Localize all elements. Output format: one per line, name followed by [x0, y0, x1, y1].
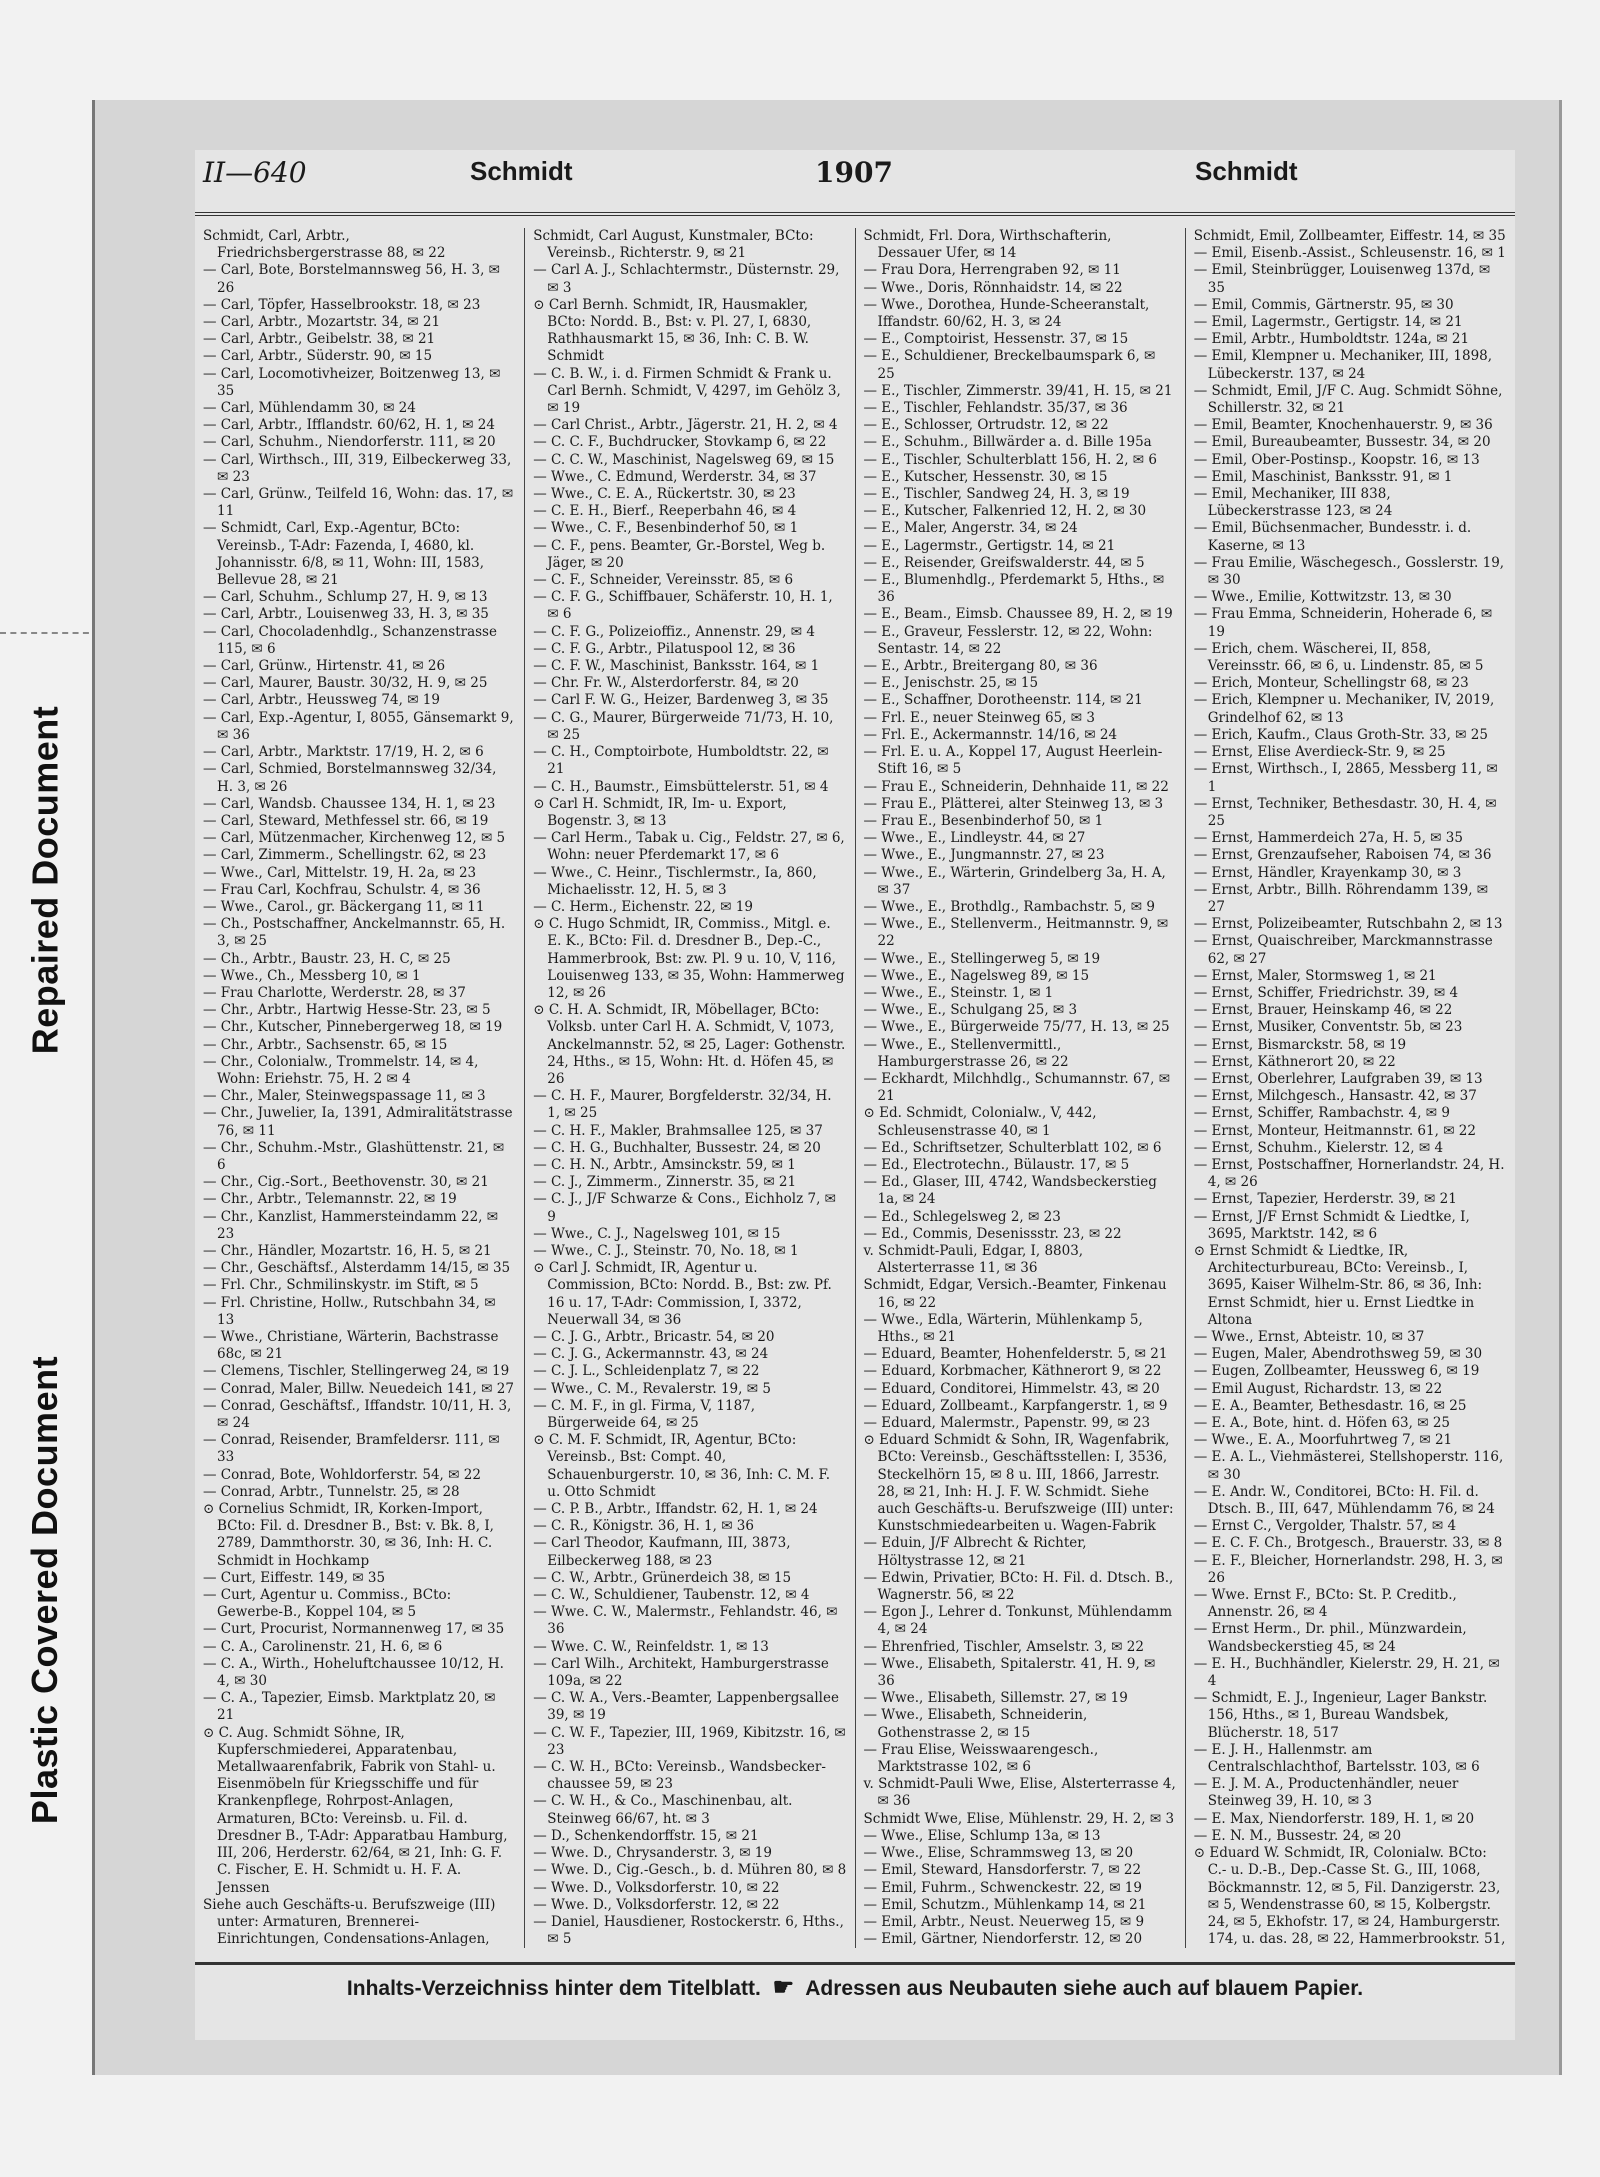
directory-entry: — Ed., Electrotechn., Bülaustr. 17, ✉ 5 [863, 1156, 1130, 1173]
repaired-document-label [10, 600, 80, 1160]
directory-entry: — Carl, Arbtr., Marktstr. 17/19, H. 2, ✉ 6 [203, 744, 484, 761]
directory-entry: — C. W. H., BCto: Vereinsb., Wandsbecker-chaussee 59, ✉ 23 [533, 1759, 826, 1793]
directory-column-1 [195, 228, 525, 1948]
directory-entry: — Curt, Agentur u. Commiss., BCto: Gewerbe-B., Koppel 104, ✉ 5 [203, 1587, 452, 1621]
directory-entry: — Carl, Schmied, Borstelmannsweg 32/34, H. 3, ✉ 26 [203, 761, 497, 795]
directory-entry: — Frau Dora, Herrengraben 92, ✉ 11 [863, 262, 1121, 279]
directory-entry: — C. P. B., Arbtr., Iffandstr. 62, H. 1, ✉ 24 [533, 1501, 818, 1518]
directory-entry: — C. E. H., Bierf., Reeperbahn 46, ✉ 4 [533, 503, 797, 520]
directory-entry: — Carl, Zimmerm., Schellingstr. 62, ✉ 23 [203, 847, 487, 864]
directory-entry: — Carl, Arbtr., Geibelstr. 38, ✉ 21 [203, 331, 436, 348]
directory-entry: — Ernst, Techniker, Bethesdastr. 30, H. 4, ✉ 25 [1193, 795, 1497, 829]
directory-entry: — Emil, Maschinist, Banksstr. 91, ✉ 1 [1193, 468, 1453, 485]
directory-entry: — Carl Christ., Arbtr., Jägerstr. 21, H. 2, ✉ 4 [533, 417, 838, 434]
directory-entry: — Carl, Arbtr., Mozartstr. 34, ✉ 21 [203, 314, 441, 331]
directory-entry: — Ch., Arbtr., Baustr. 23, H. C, ✉ 25 [203, 950, 451, 967]
directory-entry: — Erich, Klempner u. Mechaniker, IV, 2019, Grindelhof 62, ✉ 13 [1193, 692, 1495, 726]
directory-entry: — Chr., Geschäftsf., Alsterdamm 14/15, ✉ 35 [203, 1260, 511, 1277]
directory-entry: ⊙ Carl H. Schmidt, IR, Im- u. Export, Bogenstr. 3, ✉ 13 [533, 795, 787, 829]
directory-entry: — Emil, Bureaubeamter, Bussestr. 34, ✉ 20 [1193, 434, 1491, 451]
directory-entry: — Ernst, Händler, Krayenkamp 30, ✉ 3 [1193, 864, 1462, 881]
directory-entry: — C. J., J/F Schwarze & Cons., Eichholz 7, ✉ 9 [533, 1191, 836, 1225]
directory-entry: — Chr., Maler, Steinwegspassage 11, ✉ 3 [203, 1088, 486, 1105]
directory-entry: ⊙ Ed. Schmidt, Colonialw., V, 442, Schleusenstrasse 40, ✉ 1 [863, 1105, 1097, 1139]
directory-entry: — Conrad, Arbtr., Tunnelstr. 25, ✉ 28 [203, 1483, 460, 1500]
directory-entry: — Wwe., E., Bürgerweide 75/77, H. 13, ✉ 25 [863, 1019, 1170, 1036]
directory-entry: — Ernst C., Vergolder, Thalstr. 57, ✉ 4 [1193, 1518, 1457, 1535]
directory-entry: — Frl. E. u. A., Koppel 17, August Heerlein-Stift 16, ✉ 5 [863, 744, 1163, 778]
directory-entry: — Ernst, Wirthsch., I, 2865, Messberg 11, ✉ 1 [1193, 761, 1498, 795]
directory-entry: — Emil, Eisenb.-Assist., Schleusenstr. 16, ✉ 1 [1193, 245, 1506, 262]
directory-entry: — Carl, Grünw., Teilfeld 16, Wohn: das. 17, ✉ 11 [203, 486, 514, 520]
directory-entry: — Wwe. Ernst F., BCto: St. P. Creditb., Annenstr. 26, ✉ 4 [1193, 1587, 1457, 1621]
directory-entry: — Egon J., Lehrer d. Tonkunst, Mühlendamm 4, ✉ 24 [863, 1604, 1172, 1638]
directory-entry: — Ernst, Grenzaufseher, Raboisen 74, ✉ 36 [1193, 847, 1492, 864]
directory-entry: — Wwe., C. J., Nagelsweg 101, ✉ 15 [533, 1225, 781, 1242]
directory-entry: — Carl Wilh., Architekt, Hamburgerstrasse 109a, ✉ 22 [533, 1655, 829, 1690]
directory-entry: — Wwe., Christiane, Wärterin, Bachstrasse 68c, ✉ 21 [203, 1329, 499, 1363]
directory-entry: — E. C. F. Ch., Brotgesch., Brauerstr. 33, ✉ 8 [1193, 1535, 1503, 1552]
directory-entry: — Wwe. D., Volksdorferstr. 10, ✉ 22 [533, 1879, 780, 1896]
directory-entry: — Wwe., E., Schulgang 25, ✉ 3 [863, 1002, 1078, 1019]
directory-entry: — Wwe., Elise, Schlump 13a, ✉ 13 [863, 1827, 1101, 1844]
directory-entry: — Wwe., E. A., Moorfuhrtweg 7, ✉ 21 [1193, 1432, 1453, 1449]
directory-entry: — Wwe., E., Stellenvermittl., Hamburgerstrasse 26, ✉ 22 [863, 1036, 1069, 1070]
directory-entry: ⊙ C. Hugo Schmidt, IR, Commiss., Mitgl. e. E. K., BCto: Fil. d. Dresdner B., Dep.-C., Hammerbrook, Bst: zw. Pl. 9 u. 10, V, 116, Louisenweg 133, ✉ 35, Wohn: Hammerweg 12, ✉ 26 [533, 916, 845, 1001]
directory-entry: — E. J. H., Hallenmstr. am Centralschlachthof, Bartelsstr. 103, ✉ 6 [1193, 1741, 1480, 1776]
directory-entry: — Carl Theodor, Kaufmann, III, 3873, Eilbeckerweg 188, ✉ 23 [533, 1535, 791, 1569]
directory-entry: — Eduard, Zollbeamt., Karpfangerstr. 1, ✉ 9 [863, 1397, 1168, 1414]
directory-entry: — Conrad, Maler, Billw. Neuedeich 141, ✉ 27 [203, 1380, 514, 1397]
directory-entry: — Wwe., Elisabeth, Schneiderin, Gothenstrasse 2, ✉ 15 [863, 1707, 1088, 1741]
directory-entry: — E. F., Bleicher, Hornerlandstr. 298, H. 3, ✉ 26 [1193, 1552, 1503, 1586]
directory-entry: — Ernst, Brauer, Heinskamp 46, ✉ 22 [1193, 1002, 1453, 1019]
directory-entry: — Emil, Klempner u. Mechaniker, III, 1898, Lübeckerstr. 137, ✉ 24 [1193, 348, 1493, 382]
directory-entry: — E., Tischler, Sandweg 24, H. 3, ✉ 19 [863, 486, 1130, 503]
directory-entry: — Eugen, Maler, Abendrothsweg 59, ✉ 30 [1193, 1346, 1483, 1363]
page-footer [195, 1962, 1515, 2013]
directory-entry: — E., Blumenhdlg., Pferdemarkt 5, Hths., ✉ 36 [863, 572, 1165, 606]
directory-entry: — E., Tischler, Zimmerstr. 39/41, H. 15, ✉ 21 [863, 382, 1173, 399]
directory-entry: — E. A., Beamter, Bethesdastr. 16, ✉ 25 [1193, 1397, 1467, 1414]
directory-entry: — Wwe., E., Lindleystr. 44, ✉ 27 [863, 830, 1086, 847]
directory-entry: — Carl, Arbtr., Süderstr. 90, ✉ 15 [203, 348, 433, 365]
directory-column-3 [856, 228, 1186, 1948]
directory-entry: Schmidt, Frl. Dora, Wirthschafterin, Dessauer Ufer, ✉ 14 [863, 228, 1112, 262]
directory-entry: — Wwe., Elise, Schrammsweg 13, ✉ 20 [863, 1845, 1134, 1862]
directory-entry: — C. W. H., & Co., Maschinenbau, alt. Steinweg 66/67, ht. ✉ 3 [533, 1793, 793, 1827]
directory-entry: — Carl, Chocoladenhdlg., Schanzenstrasse 115, ✉ 6 [203, 623, 497, 657]
directory-entry: — C. H. F., Maurer, Borgfelderstr. 32/34, H. 1, ✉ 25 [533, 1088, 832, 1122]
directory-entry: — E., Beam., Eimsb. Chaussee 89, H. 2, ✉ 19 [863, 606, 1173, 623]
directory-entry: — E., Arbtr., Breitergang 80, ✉ 36 [863, 658, 1098, 675]
directory-entry: — Conrad, Bote, Wohldorferstr. 54, ✉ 22 [203, 1466, 481, 1483]
directory-entry: ⊙ C. M. F. Schmidt, IR, Agentur, BCto: Vereinsb., Bst: Compt. 40, Schauenburgerstr. 10, ✉ 36, Inh: C. M. F. u. Otto Schmidt [533, 1432, 831, 1500]
directory-entry: — Ernst, Hammerdeich 27a, H. 5, ✉ 35 [1193, 830, 1463, 847]
directory-entry: — Wwe., C. J., Steinstr. 70, No. 18, ✉ 1 [533, 1242, 799, 1259]
directory-entry: — C. F. W., Maschinist, Banksstr. 164, ✉ 1 [533, 658, 820, 675]
directory-entry: — Ernst, Käthnerort 20, ✉ 22 [1193, 1053, 1396, 1070]
directory-entry: — Emil, Mechaniker, III 838, Lübeckerstrasse 123, ✉ 24 [1193, 486, 1393, 520]
directory-entry: — Carl, Arbtr., Louisenweg 33, H. 3, ✉ 35 [203, 606, 489, 623]
directory-entry: — E., Schaffner, Dorotheenstr. 114, ✉ 21 [863, 692, 1143, 709]
directory-entry: — Schmidt, Emil, J/F C. Aug. Schmidt Söhne, Schillerstr. 32, ✉ 21 [1193, 382, 1503, 417]
directory-entry: — Frl. E., Ackermannstr. 14/16, ✉ 24 [863, 726, 1118, 743]
directory-entry: — Frau Carl, Kochfrau, Schulstr. 4, ✉ 36 [203, 881, 481, 898]
directory-entry: — Frau E., Besenbinderhof 50, ✉ 1 [863, 812, 1104, 829]
directory-entry: v. Schmidt-Pauli, Edgar, I, 8803, Alsterterrasse 11, ✉ 36 [863, 1242, 1084, 1277]
directory-entry: — Ed., Commis, Desenissstr. 23, ✉ 22 [863, 1225, 1122, 1242]
directory-entry: — Curt, Eiffestr. 149, ✉ 35 [203, 1569, 386, 1586]
directory-entry: — Wwe., Carl, Mittelstr. 19, H. 2a, ✉ 23 [203, 864, 477, 881]
directory-entry: — E., Kutscher, Falkenried 12, H. 2, ✉ 30 [863, 503, 1147, 520]
directory-entry: — Emil, Büchsenmacher, Bundesstr. i. d. Kaserne, ✉ 13 [1193, 520, 1472, 554]
directory-entry: — Ernst, Polizeibeamter, Rutschbahn 2, ✉ 13 [1193, 916, 1503, 933]
directory-entry: — C. W., Arbtr., Grünerdeich 38, ✉ 15 [533, 1569, 792, 1586]
directory-entry: — Carl, Wirthsch., III, 319, Eilbeckerweg 33, ✉ 23 [203, 451, 512, 485]
directory-entry: — E., Lagermstr., Gertigstr. 14, ✉ 21 [863, 537, 1116, 554]
directory-entry: — Schmidt, E. J., Ingenieur, Lager Bankstr. 156, Hths., ✉ 1, Bureau Wandsbek, Blücherstr. 18, 517 [1193, 1690, 1488, 1741]
directory-entry: — Eduin, J/F Albrecht & Richter, Höltystrasse 12, ✉ 21 [863, 1535, 1087, 1569]
scanned-page [92, 100, 1562, 2075]
directory-entry: — E., Tischler, Schulterblatt 156, H. 2, ✉ 6 [863, 451, 1157, 468]
directory-entry: — Carl, Schuhm., Niendorferstr. 111, ✉ 20 [203, 434, 496, 451]
directory-entry: ⊙ C. Aug. Schmidt Söhne, IR, Kupferschmiederei, Apparatenbau, Metallwaarenfabrik, Fabrik von Stahl- u. Eisenmöbeln für Kriegsschiffe und für Krankenpflege, Rohrpost-Anlagen, Armaturen, BCto: Vereinsb. u. Fil. d. Dresdner B., T-Adr: Apparatbau Hamburg, III, 206, Herderstr. 62/64, ✉ 21, Inh: G. F. C. Fischer, E. H. Schmidt u. H. F. A. Jenssen [203, 1724, 508, 1896]
directory-entry: — C. Herm., Eichenstr. 22, ✉ 19 [533, 898, 753, 915]
directory-entry: — Erich, chem. Wäscherei, II, 858, Vereinsstr. 66, ✉ 6, u. Lindenstr. 85, ✉ 5 [1193, 640, 1484, 675]
directory-entry: — E., Schuhm., Billwärder a. d. Bille 195a [863, 434, 1152, 451]
directory-entry: — Ernst, Musiker, Conventstr. 5b, ✉ 23 [1193, 1019, 1463, 1036]
directory-entry: — E., Graveur, Fesslerstr. 12, ✉ 22, Wohn: Sentastr. 14, ✉ 22 [863, 623, 1153, 657]
directory-entry: — Emil, Steinbrügger, Louisenweg 137d, ✉ 35 [1193, 262, 1491, 296]
directory-entry: — Wwe. D., Cig.-Gesch., b. d. Mühren 80, ✉ 8 [533, 1862, 847, 1879]
directory-entry: — C. F., Schneider, Vereinsstr. 85, ✉ 6 [533, 572, 794, 589]
directory-entry: — C. C. F., Buchdrucker, Stovkamp 6, ✉ 22 [533, 434, 827, 451]
directory-entry: — Ernst, Milchgesch., Hansastr. 42, ✉ 37 [1193, 1088, 1477, 1105]
directory-entry: — E. Max, Niendorferstr. 189, H. 1, ✉ 20 [1193, 1810, 1475, 1827]
directory-entry: — Ehrenfried, Tischler, Amselstr. 3, ✉ 22 [863, 1638, 1144, 1655]
directory-entry: — Carl, Mützenmacher, Kirchenweg 12, ✉ 5 [203, 830, 506, 847]
directory-entry: — E. H., Buchhändler, Kielerstr. 29, H. 21, ✉ 4 [1193, 1655, 1500, 1690]
directory-entry: — Ernst, Monteur, Heitmannstr. 61, ✉ 22 [1193, 1122, 1476, 1139]
directory-entry: — Emil, Arbtr., Humboldtstr. 124a, ✉ 21 [1193, 331, 1470, 348]
directory-entry: — Eduard, Korbmacher, Käthnerort 9, ✉ 22 [863, 1363, 1162, 1380]
directory-entry: Schmidt, Emil, Zollbeamter, Eiffestr. 14, ✉ 35 [1193, 228, 1506, 244]
directory-entry: — Ernst, Arbtr., Billh. Röhrendamm 139, ✉ 27 [1193, 881, 1489, 915]
directory-entry: — Wwe., C. M., Revalerstr. 19, ✉ 5 [533, 1380, 771, 1397]
directory-entry: — Conrad, Geschäftsf., Iffandstr. 10/11, H. 3, ✉ 24 [203, 1397, 512, 1432]
directory-entry: — C. F. G., Schiffbauer, Schäferstr. 10, H. 1, ✉ 6 [533, 589, 833, 623]
page-number: II—640 [203, 156, 307, 189]
page-header [195, 150, 1515, 216]
directory-entry: — Frau Charlotte, Werderstr. 28, ✉ 37 [203, 984, 466, 1001]
directory-entry: — Carl, Locomotivheizer, Boitzenweg 13, ✉ 35 [203, 365, 501, 399]
directory-entry: — Clemens, Tischler, Stellingerweg 24, ✉ 19 [203, 1363, 510, 1380]
directory-entry: ⊙ Carl J. Schmidt, IR, Agentur u. Commission, BCto: Nordd. B., Bst: zw. Pf. 16 u. 17, T-Adr: Commission, I, 3372, Neuerwall 34, ✉ 36 [533, 1260, 832, 1328]
directory-entry: — E., Jenischstr. 25, ✉ 15 [863, 675, 1039, 692]
header-left-name: Schmidt [470, 156, 573, 186]
directory-entry: ⊙ C. H. A. Schmidt, IR, Möbellager, BCto: Volksb. unter Carl H. A. Schmidt, V, 1073, Anckelmannstr. 52, ✉ 25, Lager: Gothenstr. 24, Hths., ✉ 15, Wohn: Ht. d. Höfen 45, ✉ 26 [533, 1002, 846, 1087]
directory-entry: — C. C. W., Maschinist, Nagelsweg 69, ✉ 15 [533, 451, 835, 468]
directory-entry: — Ed., Glaser, III, 4742, Wandsbeckerstieg 1a, ✉ 24 [863, 1174, 1157, 1208]
directory-entry: Schmidt, Carl August, Kunstmaler, BCto: Vereinsb., Richterstr. 9, ✉ 21 [533, 228, 814, 262]
directory-entry: — C. J. G., Ackermannstr. 43, ✉ 24 [533, 1346, 769, 1363]
directory-entry: — C. H., Comptoirbote, Humboldtstr. 22, ✉ 21 [533, 744, 829, 778]
directory-entry: — C. F. G., Arbtr., Pilatuspool 12, ✉ 36 [533, 640, 796, 657]
directory-entry: — Carl, Arbtr., Heussweg 74, ✉ 19 [203, 692, 440, 709]
directory-entry: — Daniel, Hausdiener, Rostockerstr. 6, Hths., ✉ 5 [533, 1913, 844, 1948]
directory-entry: — Chr. Fr. W., Alsterdorferstr. 84, ✉ 20 [533, 675, 799, 692]
directory-entry: — Ernst, Bismarckstr. 58, ✉ 19 [1193, 1036, 1407, 1053]
directory-entry: — Chr., Arbtr., Telemannstr. 22, ✉ 19 [203, 1191, 457, 1208]
directory-entry: — Eduard, Malermstr., Papenstr. 99, ✉ 23 [863, 1415, 1151, 1432]
directory-column-2 [525, 228, 855, 1948]
directory-entry: Siehe auch Geschäfts-u. Berufszweige (III) unter: Armaturen, Brennerei-Einrichtungen, Condensations-Anlagen, [203, 1896, 496, 1948]
directory-entry: — Wwe., Ernst, Abteistr. 10, ✉ 37 [1193, 1329, 1425, 1345]
directory-entry: — Emil, Commis, Gärtnerstr. 95, ✉ 30 [1193, 296, 1454, 313]
directory-entry: — Ernst, Maler, Stormsweg 1, ✉ 21 [1193, 967, 1437, 984]
directory-column-4 [1186, 228, 1515, 1948]
directory-entry: — C. W., Schuldiener, Taubenstr. 12, ✉ 4 [533, 1587, 810, 1604]
directory-entry: — Emil, Beamter, Knochenhauerstr. 9, ✉ 36 [1193, 417, 1493, 434]
header-year: 1907 [815, 156, 893, 189]
directory-entry: — Carl, Exp.-Agentur, I, 8055, Gänsemarkt 9, ✉ 36 [203, 709, 514, 743]
directory-entry: — Ernst, Tapezier, Herderstr. 39, ✉ 21 [1193, 1191, 1457, 1208]
directory-entry: — Ernst, J/F Ernst Schmidt & Liedtke, I, 3695, Marktstr. 142, ✉ 6 [1193, 1208, 1470, 1242]
directory-entry: — Wwe., C. F., Besenbinderhof 50, ✉ 1 [533, 520, 799, 537]
directory-entry: — Emil, Gärtner, Niendorferstr. 12, ✉ 20 [863, 1931, 1143, 1948]
directory-entry: — Wwe. D., Chrysanderstr. 3, ✉ 19 [533, 1845, 772, 1862]
directory-entry: — Ernst, Postschaffner, Hornerlandstr. 24, H. 4, ✉ 26 [1193, 1156, 1505, 1191]
directory-entry: — Edwin, Privatier, BCto: H. Fil. d. Dtsch. B., Wagnerstr. 56, ✉ 22 [863, 1569, 1174, 1604]
directory-entry: — Wwe., E., Stellenverm., Heitmannstr. 9, ✉ 22 [863, 916, 1169, 950]
directory-entry: — Ernst, Schiffer, Rambachstr. 4, ✉ 9 [1193, 1105, 1450, 1122]
directory-entry: — C. H. G., Buchhalter, Bussestr. 24, ✉ 20 [533, 1139, 821, 1156]
header-right-name: Schmidt [1195, 156, 1298, 186]
directory-entry: — Emil, Schutzm., Mühlenkamp 14, ✉ 21 [863, 1896, 1147, 1913]
directory-entry: — Wwe., Ch., Messberg 10, ✉ 1 [203, 967, 421, 984]
directory-entry: — Ed., Schlegelsweg 2, ✉ 23 [863, 1208, 1061, 1225]
directory-entry: — E., Schuldiener, Breckelbaumspark 6, ✉ 25 [863, 348, 1156, 382]
directory-entry: — Chr., Kutscher, Pinnebergerweg 18, ✉ 19 [203, 1019, 503, 1036]
directory-entry: — Conrad, Reisender, Bramfeldersr. 111, ✉ 33 [203, 1432, 500, 1466]
directory-entry: v. Schmidt-Pauli Wwe, Elise, Alsterterrasse 4, ✉ 36 [863, 1776, 1176, 1810]
page-content [195, 150, 1515, 2040]
directory-entry: Schmidt, Carl, Arbtr., Friedrichsbergerstrasse 88, ✉ 22 [203, 228, 446, 262]
directory-entry: — C. A., Wirth., Hoheluftchaussee 10/12, H. 4, ✉ 30 [203, 1655, 504, 1690]
directory-entry: — C. F., pens. Beamter, Gr.-Borstel, Weg b. Jäger, ✉ 20 [533, 537, 826, 571]
directory-entry: — Wwe., Elisabeth, Sillemstr. 27, ✉ 19 [863, 1690, 1128, 1707]
directory-entry: — Chr., Juwelier, Ia, 1391, Admiralitätstrasse 76, ✉ 11 [203, 1105, 513, 1139]
directory-entry: — Wwe., Doris, Rönnhaidstr. 14, ✉ 22 [863, 279, 1123, 296]
directory-entry: — Emil August, Richardstr. 13, ✉ 22 [1193, 1380, 1443, 1397]
footer-right-text: Adressen aus Neubauten siehe auch auf blauem Papier. [805, 1977, 1364, 2000]
directory-entry: — E., Tischler, Fehlandstr. 35/37, ✉ 36 [863, 400, 1128, 417]
directory-entry: — C. R., Königstr. 36, H. 1, ✉ 36 [533, 1518, 754, 1535]
directory-entry: — Schmidt, Carl, Exp.-Agentur, BCto: Vereinsb., T-Adr: Fazenda, I, 4680, kl. Johannisstr. 6/8, ✉ 11, Wohn: III, 1583, Bellevue 28, ✉ 21 [203, 520, 485, 589]
directory-entry: — Eckhardt, Milchhdlg., Schumannstr. 67, ✉ 21 [863, 1070, 1171, 1105]
directory-entry: — Carl, Grünw., Hirtenstr. 41, ✉ 26 [203, 658, 446, 675]
directory-entry: — Ernst, Schuhm., Kielerstr. 12, ✉ 4 [1193, 1139, 1444, 1156]
directory-entry: — Ernst Herm., Dr. phil., Münzwardein, Wandsbeckerstieg 45, ✉ 24 [1193, 1621, 1467, 1655]
directory-entry: — Carl, Maurer, Baustr. 30/32, H. 9, ✉ 25 [203, 675, 488, 692]
directory-entry: — C. W. A., Vers.-Beamter, Lappenbergsallee 39, ✉ 19 [533, 1690, 839, 1724]
directory-entry: — C. G., Maurer, Bürgerweide 71/73, H. 10, ✉ 25 [533, 709, 834, 743]
directory-entry: — Frau Emma, Schneiderin, Hoherade 6, ✉ 19 [1193, 606, 1493, 640]
directory-entry: — Frau E., Schneiderin, Dehnhaide 11, ✉ 22 [863, 778, 1169, 795]
directory-entry: — Emil, Ober-Postinsp., Koopstr. 16, ✉ 13 [1193, 451, 1480, 468]
directory-entry: — Wwe., Emilie, Kottwitzstr. 13, ✉ 30 [1193, 589, 1452, 606]
directory-entry: — Carl, Steward, Methfessel str. 66, ✉ 19 [203, 812, 489, 829]
directory-entry: — D., Schenkendorffstr. 15, ✉ 21 [533, 1827, 759, 1844]
directory-entry: — Carl A. J., Schlachtermstr., Düsternstr. 29, ✉ 3 [533, 262, 840, 296]
directory-entry: — Wwe. C. W., Malermstr., Fehlandstr. 46, ✉ 36 [533, 1604, 838, 1638]
directory-entry: — Chr., Schuhm.-Mstr., Glashüttenstr. 21, ✉ 6 [203, 1139, 505, 1173]
directory-entry: — Chr., Colonialw., Trommelstr. 14, ✉ 4, Wohn: Eriehstr. 75, H. 2 ✉ 4 [203, 1053, 479, 1087]
directory-entry: — Carl, Arbtr., Ifflandstr. 60/62, H. 1, ✉ 24 [203, 417, 495, 434]
pointing-hand-icon: ☛ [772, 1974, 795, 2001]
footer-left-text: Inhalts-Verzeichniss hinter dem Titelblatt. [346, 1977, 761, 2000]
directory-entry: — Eugen, Zollbeamter, Heussweg 6, ✉ 19 [1193, 1363, 1480, 1380]
directory-entry: — Wwe., Dorothea, Hunde-Scheeranstalt, Iffandstr. 60/62, H. 3, ✉ 24 [863, 296, 1150, 331]
directory-entry: — E., Schlosser, Ortrudstr. 12, ✉ 22 [863, 417, 1109, 434]
directory-entry: — Wwe., E., Nagelsweg 89, ✉ 15 [863, 967, 1090, 984]
directory-entry: — Ed., Schriftsetzer, Schulterblatt 102, ✉ 6 [863, 1139, 1162, 1156]
directory-entry: Schmidt Wwe, Elise, Mühlenstr. 29, H. 2, ✉ 3 [863, 1810, 1175, 1827]
directory-entry: — C. F. G., Polizeioffiz., Annenstr. 29, ✉ 4 [533, 623, 815, 640]
directory-entry: — Chr., Kanzlist, Hammersteindamm 22, ✉ 23 [203, 1208, 499, 1242]
directory-entry: — Ch., Postschaffner, Anckelmannstr. 65, H. 3, ✉ 25 [203, 916, 506, 950]
directory-entry: — Wwe., C. Heinr., Tischlermstr., Ia, 860, Michaelisstr. 12, H. 5, ✉ 3 [533, 864, 817, 898]
directory-entry: — Emil, Arbtr., Neust. Neuerweg 15, ✉ 9 [863, 1913, 1145, 1930]
directory-entry: — Wwe., C. E. A., Rückertstr. 30, ✉ 23 [533, 486, 796, 503]
directory-columns [195, 228, 1515, 1948]
directory-entry: — Wwe., C. Edmund, Werderstr. 34, ✉ 37 [533, 468, 817, 485]
directory-entry: — Wwe. D., Volksdorferstr. 12, ✉ 22 [533, 1896, 780, 1913]
directory-entry: — E. A. L., Viehmästerei, Stellshoperstr. 116, ✉ 30 [1193, 1449, 1504, 1483]
directory-entry: — Wwe., Edla, Wärterin, Mühlenkamp 5, Hths., ✉ 21 [863, 1311, 1143, 1345]
directory-entry: — Chr., Arbtr., Sachsenstr. 65, ✉ 15 [203, 1036, 448, 1053]
directory-entry: — Carl, Töpfer, Hasselbrookstr. 18, ✉ 23 [203, 296, 481, 313]
directory-entry: — Eduard, Beamter, Hohenfelderstr. 5, ✉ 21 [863, 1346, 1168, 1363]
directory-entry: — Curt, Procurist, Normannenweg 17, ✉ 35 [203, 1621, 505, 1638]
directory-entry: ⊙ Carl Bernh. Schmidt, IR, Hausmakler, BCto: Nordd. B., Bst: v. Pl. 27, I, 6830, Rathhausmarkt 15, ✉ 36, Inh: C. B. W. Schmidt [533, 296, 812, 365]
directory-entry: — Wwe., Elisabeth, Spitalerstr. 41, H. 9, ✉ 36 [863, 1655, 1156, 1690]
directory-entry: — C. W. F., Tapezier, III, 1969, Kibitzstr. 16, ✉ 23 [533, 1724, 846, 1758]
directory-entry: ⊙ Cornelius Schmidt, IR, Korken-Import, BCto: Fil. d. Dresdner B., Bst: v. Bk. 8, I, 2789, Dammthorstr. 30, ✉ 36, Inh: H. C. Schmidt in Hochkamp [203, 1501, 494, 1569]
directory-entry: — Frl. E., neuer Steinweg 65, ✉ 3 [863, 709, 1095, 726]
directory-entry: — E. Andr. W., Conditorei, BCto: H. Fil. d. Dtsch. B., III, 647, Mühlendamm 76, ✉ 24 [1193, 1483, 1495, 1518]
directory-entry: — C. B. W., i. d. Firmen Schmidt & Frank u. Carl Bernh. Schmidt, V, 4297, im Gehölz 3, ✉ 19 [533, 365, 841, 417]
directory-entry: — Chr., Händler, Mozartstr. 16, H. 5, ✉ 21 [203, 1242, 492, 1259]
directory-entry: — Frl. Chr., Schmilinskystr. im Stift, ✉ 5 [203, 1277, 479, 1294]
directory-entry: — Emil, Steward, Hansdorferstr. 7, ✉ 22 [863, 1862, 1142, 1879]
plastic-covered-label [10, 1260, 80, 1920]
directory-entry: — Wwe., Carol., gr. Bäckergang 11, ✉ 11 [203, 898, 485, 915]
directory-entry: — Frau Elise, Weisswaarengesch., Marktstrasse 102, ✉ 6 [863, 1741, 1099, 1776]
directory-entry: — C. H., Baumstr., Eimsbüttelerstr. 51, ✉ 4 [533, 778, 829, 795]
directory-entry: — E. A., Bote, hint. d. Höfen 63, ✉ 25 [1193, 1415, 1450, 1432]
directory-entry: — E., Reisender, Greifswalderstr. 44, ✉ 5 [863, 554, 1145, 571]
directory-entry: — Chr., Arbtr., Hartwig Hesse-Str. 23, ✉ 5 [203, 1002, 491, 1019]
directory-entry: — Wwe., E., Jungmannstr. 27, ✉ 23 [863, 847, 1105, 864]
directory-entry: Schmidt, Edgar, Versich.-Beamter, Finkenau 16, ✉ 22 [863, 1277, 1167, 1311]
directory-entry: — Carl, Bote, Borstelmannsweg 56, H. 3, ✉ 26 [203, 262, 500, 296]
directory-entry: — Frau Emilie, Wäschegesch., Gosslerstr. 19, ✉ 30 [1193, 554, 1505, 589]
directory-entry: — Eduard, Conditorei, Himmelstr. 43, ✉ 20 [863, 1380, 1160, 1397]
directory-entry: — Frl. Christine, Hollw., Rutschbahn 34, ✉ 13 [203, 1294, 496, 1328]
directory-entry: — Ernst, Schiffer, Friedrichstr. 39, ✉ 4 [1193, 984, 1459, 1001]
directory-entry: — E., Kutscher, Hessenstr. 30, ✉ 15 [863, 468, 1108, 485]
directory-entry: — C. J., Zimmerm., Zinnerstr. 35, ✉ 21 [533, 1174, 797, 1191]
repaired-document-text: Repaired Document [24, 705, 66, 1055]
directory-entry: — Wwe., E., Stellingerweg 5, ✉ 19 [863, 950, 1101, 967]
directory-entry: — C. A., Tapezier, Eimsb. Marktplatz 20, ✉ 21 [203, 1690, 496, 1724]
plastic-covered-text: Plastic Covered Document [24, 1355, 66, 1825]
directory-entry: — C. M. F., in gl. Firma, V, 1187, Bürgerweide 64, ✉ 25 [533, 1397, 756, 1432]
directory-entry: — Emil, Lagermstr., Gertigstr. 14, ✉ 21 [1193, 314, 1463, 331]
directory-entry: — Ernst, Quaischreiber, Marckmannstrasse 62, ✉ 27 [1193, 933, 1493, 967]
directory-entry: — E., Maler, Angerstr. 34, ✉ 24 [863, 520, 1078, 537]
directory-entry: — Carl F. W. G., Heizer, Bardenweg 3, ✉ 35 [533, 692, 829, 709]
directory-entry: — C. H. F., Makler, Brahmsallee 125, ✉ 37 [533, 1122, 823, 1139]
directory-entry: — Wwe., E., Brothdlg., Rambachstr. 5, ✉ 9 [863, 898, 1155, 915]
directory-entry: — E. N. M., Bussestr. 24, ✉ 20 [1193, 1827, 1402, 1844]
directory-entry: — Wwe., E., Wärterin, Grindelberg 3a, H. A, ✉ 37 [863, 864, 1166, 898]
directory-entry: — Wwe., E., Steinstr. 1, ✉ 1 [863, 984, 1054, 1001]
directory-entry: — Chr., Cig.-Sort., Beethovenstr. 30, ✉ 21 [203, 1174, 489, 1191]
directory-entry: — E., Comptoirist, Hessenstr. 37, ✉ 15 [863, 331, 1129, 348]
directory-entry: — C. J. G., Arbtr., Bricastr. 54, ✉ 20 [533, 1329, 775, 1345]
directory-entry: — Carl Herm., Tabak u. Cig., Feldstr. 27, ✉ 6, Wohn: neuer Pferdemarkt 17, ✉ 6 [533, 830, 845, 864]
directory-entry: — Ernst, Elise Averdieck-Str. 9, ✉ 25 [1193, 744, 1446, 761]
directory-entry: — E. J. M. A., Productenhändler, neuer Steinweg 39, H. 10, ✉ 3 [1193, 1776, 1459, 1810]
directory-entry: — Carl, Schuhm., Schlump 27, H. 9, ✉ 13 [203, 589, 488, 606]
directory-entry: — Carl, Mühlendamm 30, ✉ 24 [203, 400, 416, 417]
directory-entry: ⊙ Eduard Schmidt & Sohn, IR, Wagenfabrik, BCto: Vereinsb., Geschäftsstellen: I, 3536, Steckelhörn 15, ✉ 8 u. III, 1866, Jarrestr. 28, ✉ 21, Inh: H. J. F. W. Schmidt. Siehe auch Geschäfts-u. Berufszweige (III) unter: Kunstschmiedearbeiten u. Wagen-Fabrik [863, 1432, 1174, 1535]
directory-entry: — C. J. L., Schleidenplatz 7, ✉ 22 [533, 1363, 760, 1380]
directory-entry: — C. H. N., Arbtr., Amsinckstr. 59, ✉ 1 [533, 1156, 796, 1173]
directory-entry: — Carl, Wandsb. Chaussee 134, H. 1, ✉ 23 [203, 795, 496, 812]
directory-entry: ⊙ Ernst Schmidt & Liedtke, IR, Architecturbureau, BCto: Vereinsb., I, 3695, Kaiser Wilhelm-Str. 86, ✉ 36, Inh: Ernst Schmidt, hier u. Ernst Liedtke in Altona [1193, 1242, 1483, 1328]
directory-entry: ⊙ Eduard W. Schmidt, IR, Colonialw. BCto: C.- u. D.-B., Dep.-Casse St. G., III, 1068, Böckmannstr. 12, ✉ 5, Fil. Danzigerstr. 23, ✉ 5, Wendenstrasse 60, ✉ 15, Kolbergstr. 24, ✉ 5, Ekhofstr. 17, ✉ 24, Hamburgerstr. 174, u. das. 28, ✉ 22, Hammerbrookstr. 51, [1193, 1845, 1506, 1948]
directory-entry: — C. A., Carolinenstr. 21, H. 6, ✉ 6 [203, 1638, 443, 1655]
directory-entry: — Ernst, Oberlehrer, Laufgraben 39, ✉ 13 [1193, 1070, 1483, 1087]
directory-entry: — Erich, Kaufm., Claus Groth-Str. 33, ✉ 25 [1193, 726, 1488, 743]
directory-entry: — Emil, Fuhrm., Schwenckestr. 22, ✉ 19 [863, 1879, 1142, 1896]
directory-entry: — Frau E., Plätterei, alter Steinweg 13, ✉ 3 [863, 795, 1164, 812]
directory-entry: — Wwe. C. W., Reinfeldstr. 1, ✉ 13 [533, 1638, 769, 1655]
directory-entry: — Erich, Monteur, Schellingstr 68, ✉ 23 [1193, 675, 1469, 692]
